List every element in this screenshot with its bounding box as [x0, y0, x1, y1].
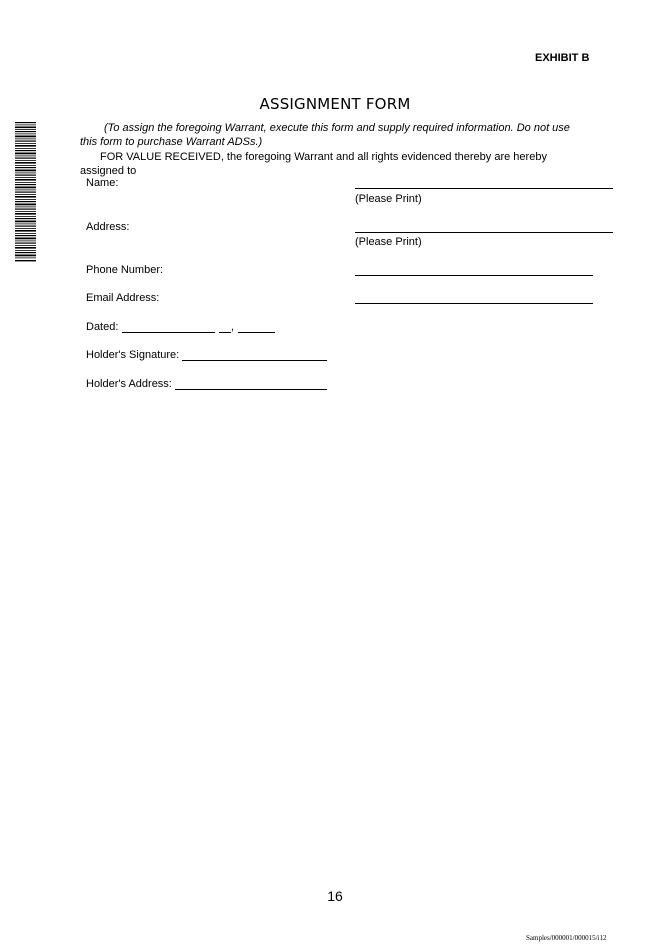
holder-address-label: Holder's Address:	[86, 378, 172, 390]
page-title: ASSIGNMENT FORM	[259, 95, 411, 113]
name-field[interactable]	[355, 188, 613, 189]
address-label: Address:	[86, 221, 130, 233]
footer-reference: Samples/000001/000015/i12	[526, 934, 607, 942]
exhibit-label: EXHIBIT B	[535, 52, 590, 64]
name-hint: (Please Print)	[355, 193, 422, 205]
holder-address-field[interactable]	[175, 389, 327, 390]
address-field[interactable]	[355, 232, 613, 233]
intro-line-1: (To assign the foregoing Warrant, execute this form and supply required information. Do not use	[104, 122, 570, 134]
date-day-field[interactable]	[219, 332, 231, 333]
phone-field[interactable]	[355, 275, 593, 276]
phone-label: Phone Number:	[86, 264, 164, 276]
address-hint: (Please Print)	[355, 236, 422, 248]
intro-line-3: FOR VALUE RECEIVED, the foregoing Warrant and all rights evidenced thereby are hereby	[100, 151, 547, 163]
intro-line-4: assigned to	[80, 165, 137, 177]
signature-label: Holder's Signature:	[86, 349, 180, 361]
email-label: Email Address:	[86, 292, 160, 304]
email-field[interactable]	[355, 303, 593, 304]
date-month-field[interactable]	[122, 332, 215, 333]
dated-label: Dated:	[86, 321, 119, 333]
signature-field[interactable]	[182, 360, 327, 361]
name-label: Name:	[86, 177, 119, 189]
page-number: 16	[327, 888, 343, 904]
barcode-icon	[15, 122, 36, 262]
date-year-field[interactable]	[238, 332, 275, 333]
intro-line-2: this form to purchase Warrant ADSs.)	[80, 136, 263, 148]
date-separator: ,	[231, 321, 235, 333]
